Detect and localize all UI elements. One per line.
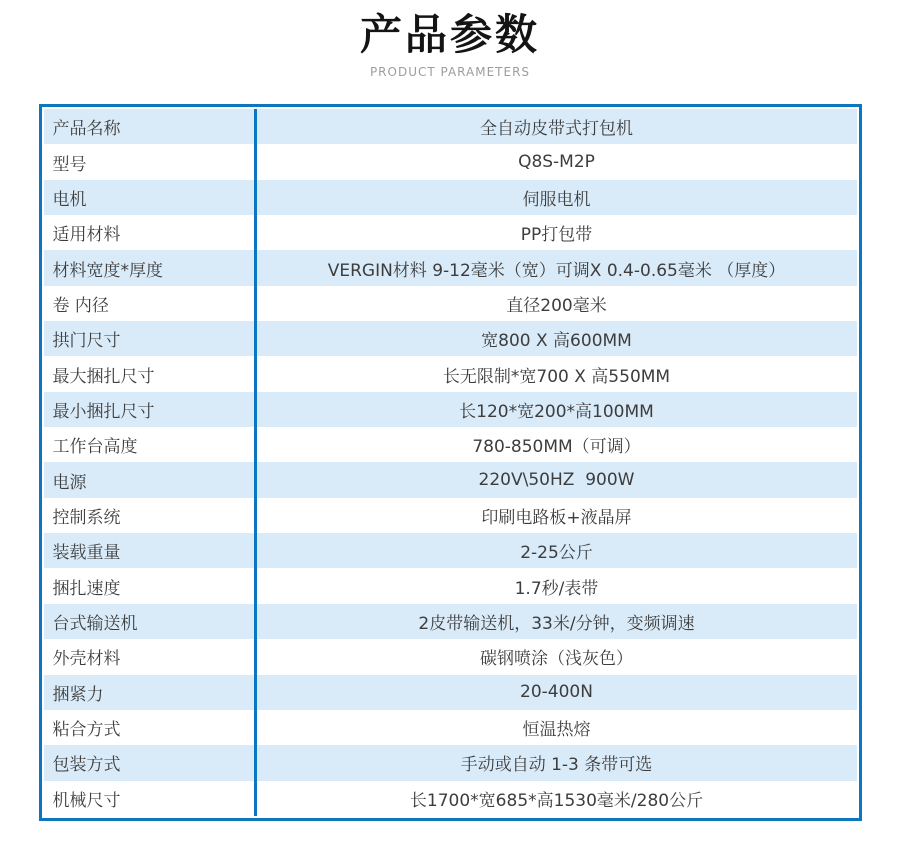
row-label: 台式输送机 bbox=[52, 613, 138, 634]
row-label: 电源 bbox=[52, 472, 87, 493]
row-value: 印刷电路板+液晶屏 bbox=[254, 498, 857, 533]
row-label: 捆扎速度 bbox=[52, 578, 121, 599]
row-value: 20-400N bbox=[254, 675, 857, 710]
row-label: 捆紧力 bbox=[52, 684, 104, 705]
table-row bbox=[44, 745, 857, 780]
row-label: 材料宽度*厚度 bbox=[52, 260, 163, 281]
table-row bbox=[44, 639, 857, 674]
table-row bbox=[44, 286, 857, 321]
row-label: 工作台高度 bbox=[52, 437, 138, 458]
table-row bbox=[44, 144, 857, 179]
row-value: 2皮带输送机，33米/分钟，变频调速 bbox=[254, 604, 857, 639]
row-value: VERGIN材料 9-12毫米（宽）可调X 0.4-0.65毫米 （厚度） bbox=[254, 250, 857, 285]
row-value: 1.7秒/表带 bbox=[254, 568, 857, 603]
table-row bbox=[44, 109, 857, 144]
row-value: 长无限制*宽700 X 高550MM bbox=[254, 356, 857, 391]
row-value: 碳钢喷涂（浅灰色） bbox=[254, 639, 857, 674]
row-value: 长1700*宽685*高1530毫米/280公斤 bbox=[254, 781, 857, 816]
row-value: 780-850MM（可调） bbox=[254, 427, 857, 462]
row-label: 包装方式 bbox=[52, 755, 121, 776]
table-row bbox=[44, 781, 857, 816]
table-row bbox=[44, 427, 857, 462]
row-label: 适用材料 bbox=[52, 225, 121, 246]
row-value: 2-25公斤 bbox=[254, 533, 857, 568]
row-value: 伺服电机 bbox=[254, 180, 857, 215]
page-subtitle: PRODUCT PARAMETERS bbox=[369, 65, 531, 79]
table-row bbox=[44, 533, 857, 568]
table-row bbox=[44, 498, 857, 533]
table-row bbox=[44, 604, 857, 639]
row-label: 电机 bbox=[52, 189, 87, 210]
row-value: 直径200毫米 bbox=[254, 286, 857, 321]
table-row bbox=[44, 250, 857, 285]
table-row bbox=[44, 356, 857, 391]
row-label: 装载重量 bbox=[52, 543, 121, 564]
row-value: 全自动皮带式打包机 bbox=[254, 109, 857, 144]
row-value: 长120*宽200*高100MM bbox=[254, 392, 857, 427]
row-value: PP打包带 bbox=[254, 215, 857, 250]
row-label: 最小捆扎尺寸 bbox=[52, 401, 155, 422]
table-row bbox=[44, 568, 857, 603]
table-row bbox=[44, 215, 857, 250]
row-value: 手动或自动 1-3 条带可选 bbox=[254, 745, 857, 780]
table-row bbox=[44, 710, 857, 745]
table-row bbox=[44, 321, 857, 356]
row-value: Q8S-M2P bbox=[254, 144, 857, 179]
row-value: 宽800 X 高600MM bbox=[254, 321, 857, 356]
row-label: 最大捆扎尺寸 bbox=[52, 366, 155, 387]
table-row bbox=[44, 675, 857, 710]
row-label: 型号 bbox=[52, 154, 87, 175]
row-label: 机械尺寸 bbox=[52, 790, 121, 811]
page-header bbox=[0, 0, 900, 80]
row-label: 外壳材料 bbox=[52, 649, 121, 670]
row-label: 粘合方式 bbox=[52, 720, 121, 741]
row-value: 恒温热熔 bbox=[254, 710, 857, 745]
row-label: 拱门尺寸 bbox=[52, 331, 121, 352]
row-label: 控制系统 bbox=[52, 507, 121, 528]
row-label: 产品名称 bbox=[52, 119, 121, 140]
row-value: 220V\50HZ 900W bbox=[254, 462, 857, 497]
table-row bbox=[44, 462, 857, 497]
row-label: 卷 内径 bbox=[52, 295, 109, 316]
table-row bbox=[44, 392, 857, 427]
table-row bbox=[44, 180, 857, 215]
parameters-table bbox=[39, 104, 862, 821]
page-title: 产品参数 bbox=[359, 10, 540, 59]
